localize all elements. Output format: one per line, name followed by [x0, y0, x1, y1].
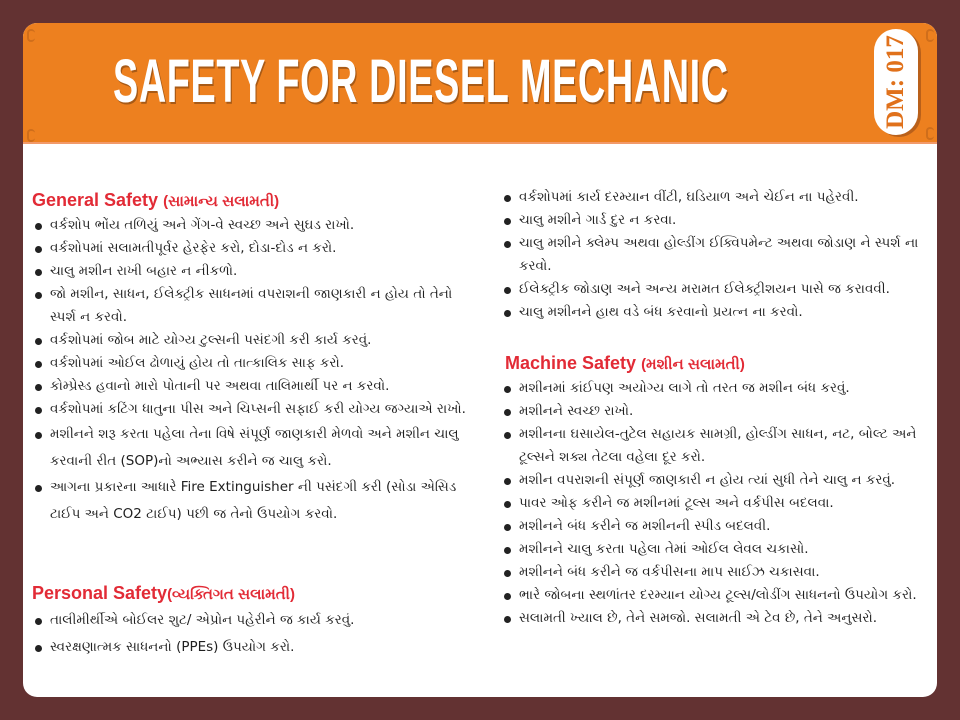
list-item: મશીનના ઘસાયેલ-તુટેલ સહાયક સામગ્રી, હોલ્ડીંગ સાધન, નટ, બોલ્ટ અને ટૂલ્સને શક્ય તેટલા વહેલા દૂર કરો.: [501, 423, 937, 469]
general-safety-heading: [32, 189, 279, 213]
list-item: ઈલેક્ટ્રીક જોડાણ અને અન્ય મરામત ઈલેક્ટ્રીશયન પાસે જ કરાવવી.: [501, 278, 937, 301]
scroll-curl-icon: [926, 29, 934, 42]
list-item: મશીનમાં કાંઈપણ અયોગ્ય લાગે તો તરત જ મશીન બંધ કરવું.: [501, 377, 937, 400]
personal-safety-list: [32, 607, 482, 660]
document-code-badge: [874, 29, 918, 135]
personal-safety-heading: [32, 582, 295, 606]
machine-safety-list: [501, 377, 937, 630]
list-item: ચાલુ મશીનને હાથ વડે બંધ કરવાનો પ્રયત્ન ના કરવો.: [501, 301, 937, 324]
scroll-curl-icon: [926, 127, 934, 140]
list-item: મશીનને સ્વચ્છ રાખો.: [501, 400, 937, 423]
list-item: ચાલુ મશીને ક્લેમ્પ અથવા હોલ્ડીંગ ઈક્વિપમેન્ટ અથવા જોડાણ ને સ્પર્શ ના કરવો.: [501, 232, 937, 278]
scroll-curl-icon: [27, 29, 35, 42]
scroll-curl-icon: [27, 129, 35, 142]
list-item: ચાલુ મશીને ગાર્ડ દુર ન કરવા.: [501, 209, 937, 232]
personal-safety-list-continued: [501, 186, 937, 324]
list-item: વર્કશોપમાં કાર્ય દરમ્યાન વીંટી, ઘડિયાળ અને ચેઈન ના પહેરવી.: [501, 186, 937, 209]
heading-gujarati: (મશીન સલામતી): [641, 356, 745, 373]
safety-poster: [23, 23, 937, 697]
list-item: સલામતી ખ્યાલ છે, તેને સમજો. સલામતી એ ટેવ છે, તેને અનુસરો.: [501, 607, 937, 630]
list-item: મશીનને શરૂ કરતા પહેલા તેના વિષે સંપૂર્ણ જાણકારી મેળવો અને મશીન ચાલુ કરવાની રીત (SOP)નો અભ્યાસ કરીને જ ચાલુ કરો.: [32, 421, 482, 474]
list-item: કોમ્પ્રેસ્ડ હવાનો મારો પોતાની પર અથવા તાલિમાર્થી પર ન કરવો.: [32, 375, 482, 398]
header-banner: [23, 23, 937, 144]
list-item: વર્કશોપમાં સલામતીપૂર્વર હેરફેર કરો, દોડા-દોડ ન કરો.: [32, 237, 482, 260]
list-item: જો મશીન, સાધન, ઈલેક્ટ્રીક સાધનમાં વપરાશની જાણકારી ન હોય તો તેનો સ્પર્શ ન કરવો.: [32, 283, 482, 329]
list-item: વર્કશોપમાં કટિંગ ધાતુના પીસ અને ચિપ્સની સફાઈ કરી યોગ્ય જગ્યાએ રાખો.: [32, 398, 482, 421]
list-item: આગના પ્રકારના આધારે Fire Extinguisher ની પસંદગી કરી (સોડા એસિડ ટાઈપ અને CO2 ટાઈપ) પછી જ તેનો ઉપયોગ કરવો.: [32, 474, 482, 527]
list-item: પાવર ઓફ કરીને જ મશીનમાં ટૂલ્સ અને વર્કપીસ બદલવા.: [501, 492, 937, 515]
heading-gujarati: (વ્યક્તિગત સલામતી): [167, 586, 295, 603]
document-code: DM: 017: [882, 35, 909, 129]
heading-english: General Safety: [32, 190, 159, 210]
list-item: વર્કશોપમાં ઓઈલ ઢોળાયું હોય તો તાત્કાલિક સાફ કરો.: [32, 352, 482, 375]
list-item: ચાલુ મશીન રાખી બહાર ન નીકળો.: [32, 260, 482, 283]
machine-safety-heading: [505, 352, 745, 376]
list-item: સ્વરક્ષણાત્મક સાધનનો (PPEs) ઉપયોગ કરો.: [32, 634, 482, 661]
list-item: મશીનને ચાલુ કરતા પહેલા તેમાં ઓઈલ લેવલ ચકાસો.: [501, 538, 937, 561]
list-item: વર્કશોપ ભોંય તળિયું અને ગેંગ-વે સ્વચ્છ અને સુઘડ રાખો.: [32, 214, 482, 237]
heading-english: Machine Safety: [505, 353, 637, 373]
page-title: SAFETY FOR DIESEL MECHANIC: [113, 47, 729, 115]
heading-english: Personal Safety: [32, 583, 168, 603]
list-item: વર્કશોપમાં જોબ માટે યોગ્ય ટુલ્સની પસંદગી કરી કાર્ય કરવું.: [32, 329, 482, 352]
list-item: તાલીમીર્થીએ બોઈલર શુટ/ એપ્રોન પહેરીને જ કાર્ય કરવું.: [32, 607, 482, 634]
general-safety-list: [32, 214, 482, 527]
list-item: મશીનને બંધ કરીને જ મશીનની સ્પીડ બદલવી.: [501, 515, 937, 538]
list-item: મશીનને બંધ કરીને જ વર્કપીસના માપ સાઈઝ ચકાસવા.: [501, 561, 937, 584]
list-item: ભારે જોબના સ્થળાંતર દરમ્યાન યોગ્ય ટૂલ્સ/લોડીંગ સાધનનો ઉપયોગ કરો.: [501, 584, 937, 607]
heading-gujarati: (સામાન્ય સલામતી): [163, 193, 280, 210]
list-item: મશીન વપરાશની સંપૂર્ણ જાણકારી ન હોય ત્યાં સુધી તેને ચાલુ ન કરવું.: [501, 469, 937, 492]
